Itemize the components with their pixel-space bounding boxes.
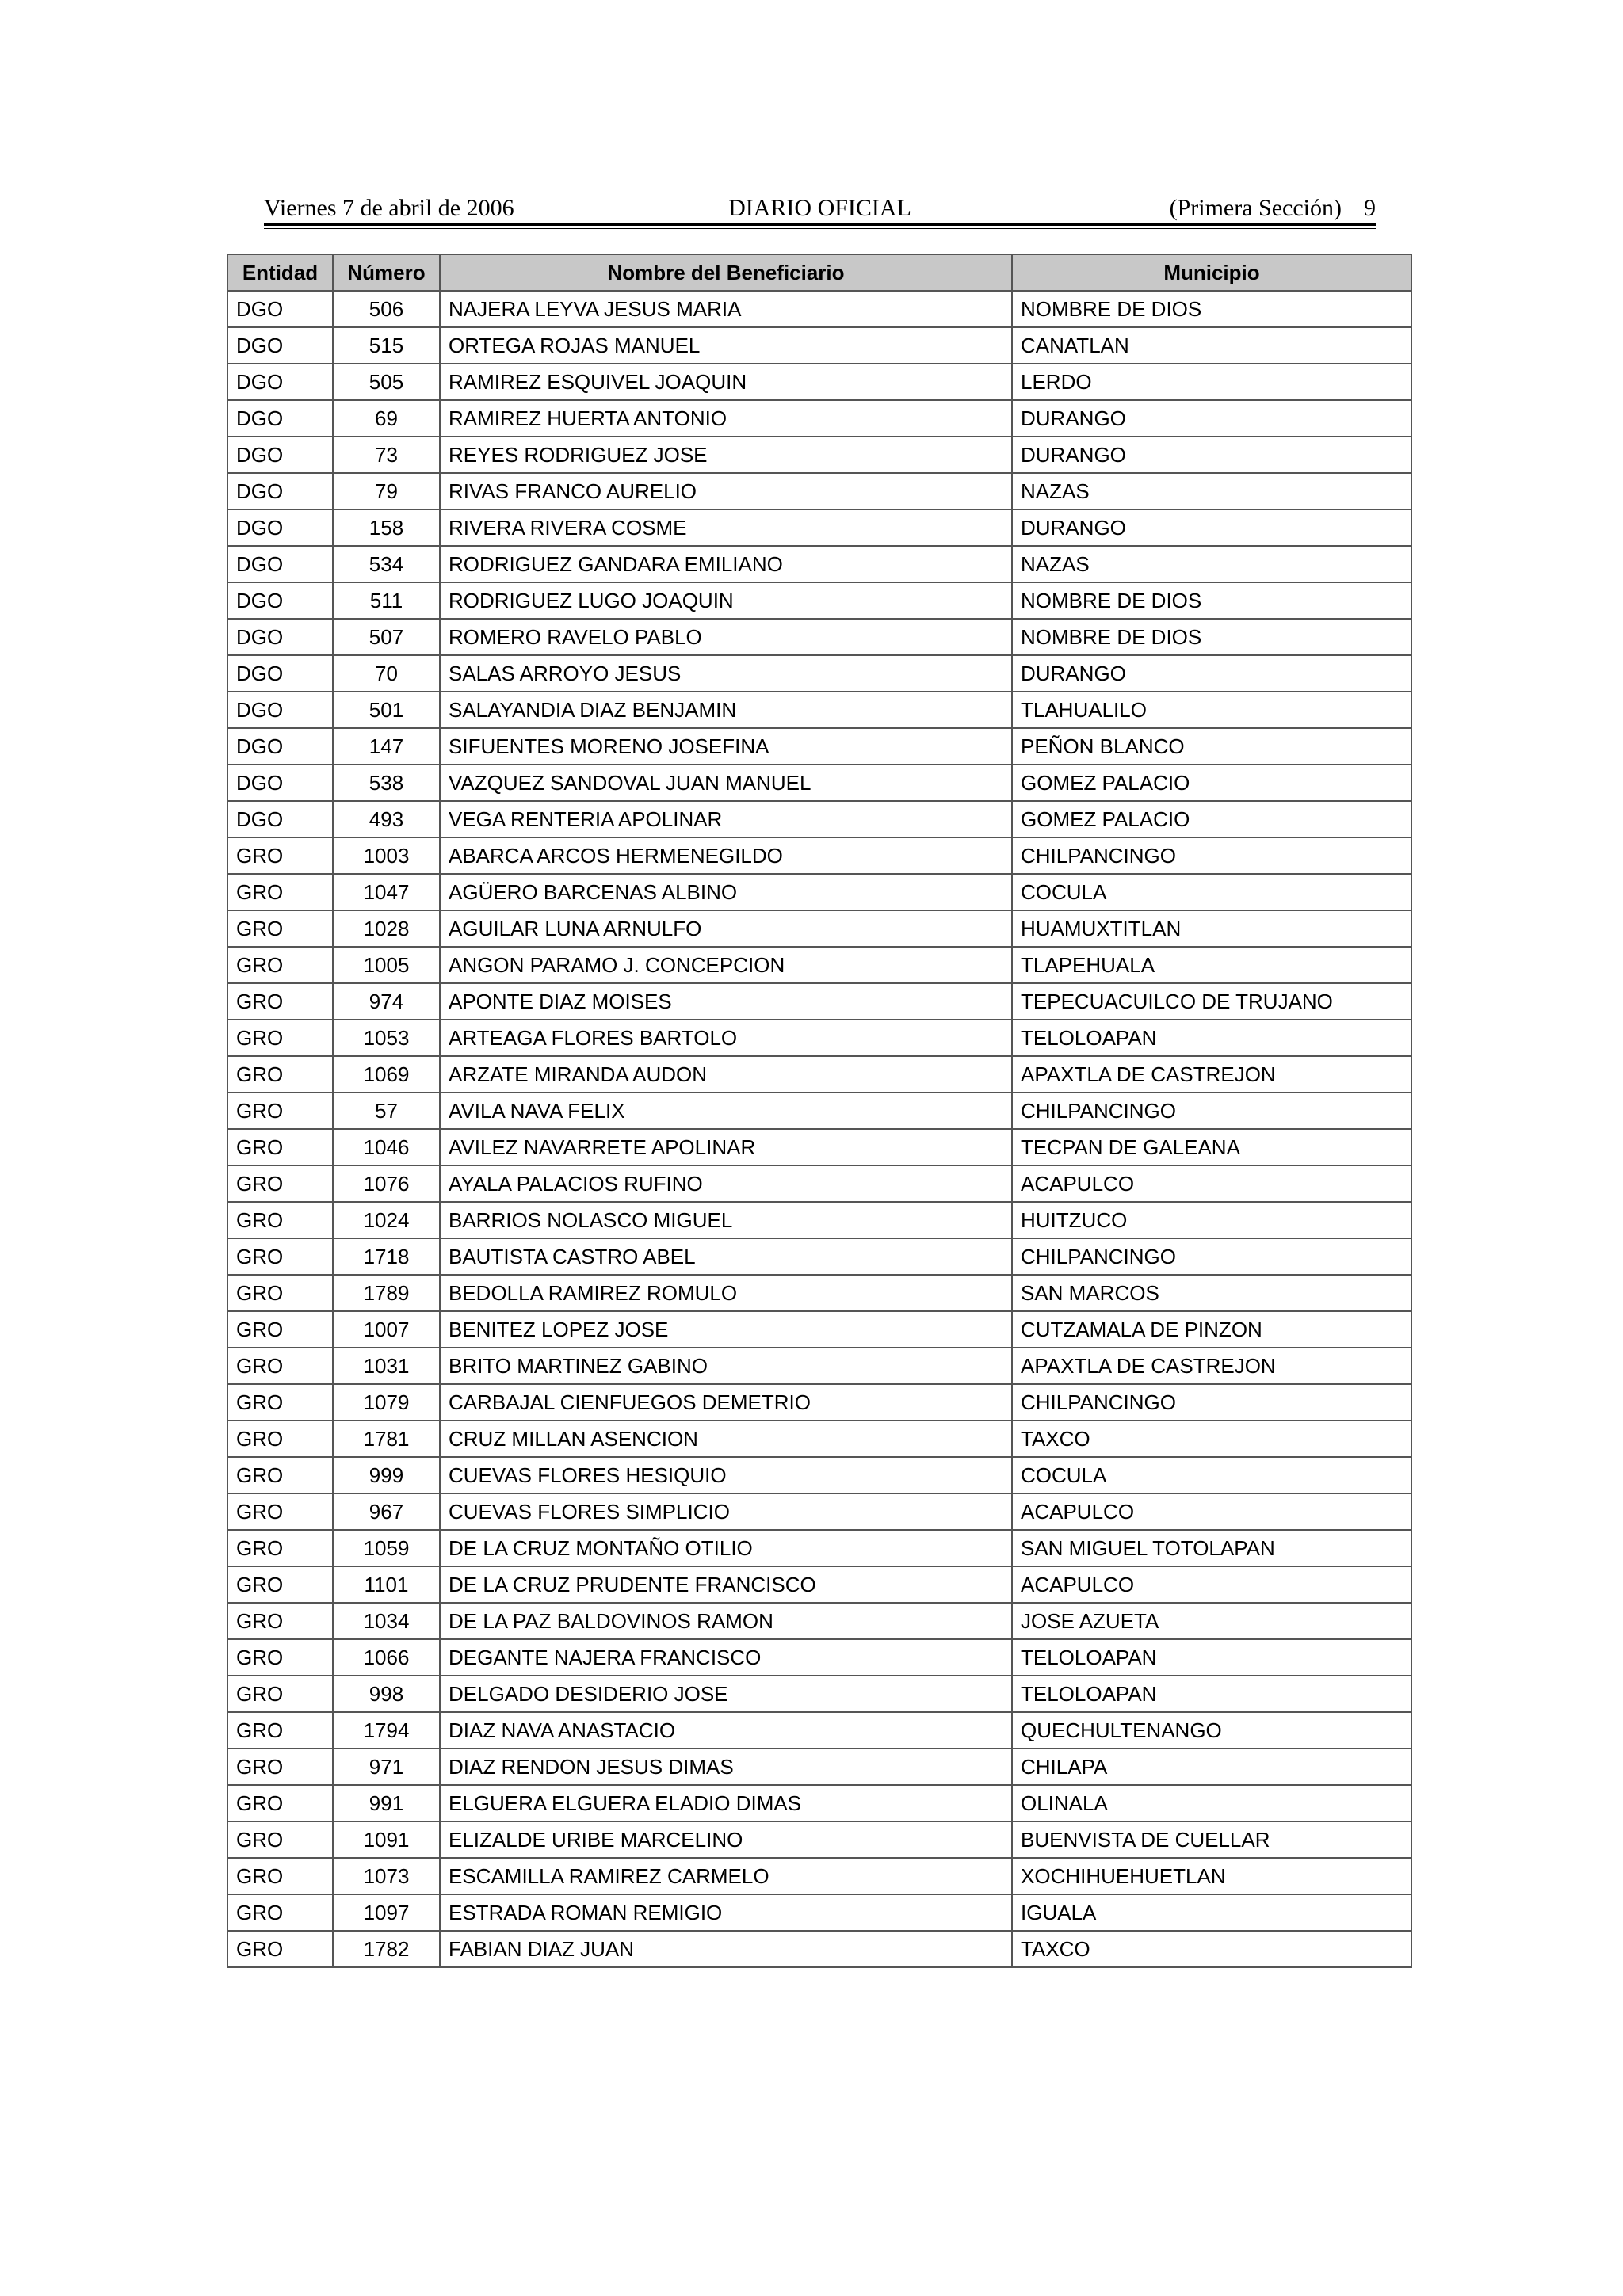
cell-municipio: TAXCO	[1012, 1421, 1411, 1457]
cell-municipio: DURANGO	[1012, 437, 1411, 473]
cell-numero: 147	[333, 728, 440, 765]
cell-nombre: ABARCA ARCOS HERMENEGILDO	[440, 837, 1012, 874]
table-row	[227, 619, 1411, 655]
cell-entidad: GRO	[227, 1712, 333, 1749]
cell-entidad: GRO	[227, 1457, 333, 1493]
cell-entidad: GRO	[227, 837, 333, 874]
cell-numero: 57	[333, 1093, 440, 1129]
cell-nombre: BENITEZ LOPEZ JOSE	[440, 1311, 1012, 1348]
table-row	[227, 1931, 1411, 1967]
cell-nombre: DELGADO DESIDERIO JOSE	[440, 1676, 1012, 1712]
cell-municipio: TLAHUALILO	[1012, 692, 1411, 728]
cell-nombre: SALAS ARROYO JESUS	[440, 655, 1012, 692]
cell-nombre: DE LA CRUZ PRUDENTE FRANCISCO	[440, 1566, 1012, 1603]
cell-numero: 999	[333, 1457, 440, 1493]
table-row	[227, 655, 1411, 692]
cell-municipio: HUAMUXTITLAN	[1012, 910, 1411, 947]
cell-entidad: GRO	[227, 1785, 333, 1821]
table-row	[227, 874, 1411, 910]
cell-numero: 538	[333, 765, 440, 801]
table-row	[227, 1566, 1411, 1603]
cell-nombre: RODRIGUEZ GANDARA EMILIANO	[440, 546, 1012, 582]
cell-municipio: COCULA	[1012, 1457, 1411, 1493]
cell-nombre: CARBAJAL CIENFUEGOS DEMETRIO	[440, 1384, 1012, 1421]
cell-entidad: DGO	[227, 546, 333, 582]
cell-municipio: IGUALA	[1012, 1894, 1411, 1931]
cell-nombre: DIAZ NAVA ANASTACIO	[440, 1712, 1012, 1749]
table-row	[227, 947, 1411, 983]
column-header-municipio: Municipio	[1012, 254, 1411, 291]
table-row	[227, 437, 1411, 473]
cell-entidad: GRO	[227, 1056, 333, 1093]
cell-entidad: DGO	[227, 437, 333, 473]
cell-numero: 1007	[333, 1311, 440, 1348]
table-row	[227, 1712, 1411, 1749]
cell-nombre: ANGON PARAMO J. CONCEPCION	[440, 947, 1012, 983]
beneficiaries-table	[227, 254, 1412, 1968]
cell-municipio: BUENVISTA DE CUELLAR	[1012, 1821, 1411, 1858]
cell-numero: 1024	[333, 1202, 440, 1238]
cell-entidad: DGO	[227, 801, 333, 837]
cell-entidad: GRO	[227, 1238, 333, 1275]
cell-numero: 501	[333, 692, 440, 728]
table-body	[227, 291, 1411, 1967]
cell-entidad: GRO	[227, 1020, 333, 1056]
cell-nombre: REYES RODRIGUEZ JOSE	[440, 437, 1012, 473]
cell-municipio: NOMBRE DE DIOS	[1012, 291, 1411, 327]
cell-nombre: ELGUERA ELGUERA ELADIO DIMAS	[440, 1785, 1012, 1821]
table-header-row	[227, 254, 1411, 291]
cell-nombre: AVILEZ NAVARRETE APOLINAR	[440, 1129, 1012, 1165]
cell-entidad: GRO	[227, 910, 333, 947]
cell-nombre: ESTRADA ROMAN REMIGIO	[440, 1894, 1012, 1931]
cell-numero: 73	[333, 437, 440, 473]
cell-numero: 1091	[333, 1821, 440, 1858]
cell-municipio: CHILPANCINGO	[1012, 1093, 1411, 1129]
cell-entidad: DGO	[227, 692, 333, 728]
cell-municipio: CUTZAMALA DE PINZON	[1012, 1311, 1411, 1348]
cell-entidad: GRO	[227, 1603, 333, 1639]
cell-municipio: CHILPANCINGO	[1012, 837, 1411, 874]
table-row	[227, 1894, 1411, 1931]
cell-entidad: GRO	[227, 1530, 333, 1566]
cell-municipio: SAN MIGUEL TOTOLAPAN	[1012, 1530, 1411, 1566]
cell-municipio: DURANGO	[1012, 655, 1411, 692]
cell-entidad: GRO	[227, 1093, 333, 1129]
cell-numero: 1079	[333, 1384, 440, 1421]
cell-entidad: DGO	[227, 473, 333, 509]
table-row	[227, 1165, 1411, 1202]
cell-nombre: DE LA CRUZ MONTAÑO OTILIO	[440, 1530, 1012, 1566]
table-row	[227, 1056, 1411, 1093]
cell-municipio: CANATLAN	[1012, 327, 1411, 364]
cell-municipio: QUECHULTENANGO	[1012, 1712, 1411, 1749]
cell-entidad: GRO	[227, 1493, 333, 1530]
cell-entidad: GRO	[227, 1931, 333, 1967]
cell-nombre: CRUZ MILLAN ASENCION	[440, 1421, 1012, 1457]
cell-municipio: TLAPEHUALA	[1012, 947, 1411, 983]
cell-nombre: AGUILAR LUNA ARNULFO	[440, 910, 1012, 947]
cell-nombre: ARZATE MIRANDA AUDON	[440, 1056, 1012, 1093]
cell-entidad: DGO	[227, 582, 333, 619]
cell-numero: 69	[333, 400, 440, 437]
cell-entidad: DGO	[227, 509, 333, 546]
table-row	[227, 1421, 1411, 1457]
cell-nombre: RAMIREZ HUERTA ANTONIO	[440, 400, 1012, 437]
table-row	[227, 910, 1411, 947]
table-row	[227, 1858, 1411, 1894]
header-rule-thin	[264, 228, 1376, 229]
table-row	[227, 1202, 1411, 1238]
cell-nombre: DEGANTE NAJERA FRANCISCO	[440, 1639, 1012, 1676]
cell-nombre: RODRIGUEZ LUGO JOAQUIN	[440, 582, 1012, 619]
table-row	[227, 509, 1411, 546]
cell-municipio: TEPECUACUILCO DE TRUJANO	[1012, 983, 1411, 1020]
cell-numero: 515	[333, 327, 440, 364]
column-header-nombre: Nombre del Beneficiario	[440, 254, 1012, 291]
table-row	[227, 291, 1411, 327]
cell-nombre: SIFUENTES MORENO JOSEFINA	[440, 728, 1012, 765]
cell-nombre: RIVERA RIVERA COSME	[440, 509, 1012, 546]
cell-numero: 79	[333, 473, 440, 509]
cell-nombre: VEGA RENTERIA APOLINAR	[440, 801, 1012, 837]
table-row	[227, 364, 1411, 400]
table-row	[227, 400, 1411, 437]
cell-nombre: AVILA NAVA FELIX	[440, 1093, 1012, 1129]
cell-municipio: JOSE AZUETA	[1012, 1603, 1411, 1639]
cell-municipio: ACAPULCO	[1012, 1566, 1411, 1603]
cell-municipio: CHILAPA	[1012, 1749, 1411, 1785]
cell-municipio: XOCHIHUEHUETLAN	[1012, 1858, 1411, 1894]
cell-municipio: APAXTLA DE CASTREJON	[1012, 1056, 1411, 1093]
cell-municipio: PEÑON BLANCO	[1012, 728, 1411, 765]
cell-entidad: GRO	[227, 947, 333, 983]
cell-nombre: DE LA PAZ BALDOVINOS RAMON	[440, 1603, 1012, 1639]
header-section-group	[1170, 190, 1376, 227]
cell-municipio: NOMBRE DE DIOS	[1012, 582, 1411, 619]
header-publication: DIARIO OFICIAL	[728, 195, 911, 221]
cell-nombre: ELIZALDE URIBE MARCELINO	[440, 1821, 1012, 1858]
cell-entidad: GRO	[227, 1311, 333, 1348]
cell-municipio: TELOLOAPAN	[1012, 1020, 1411, 1056]
cell-nombre: CUEVAS FLORES HESIQUIO	[440, 1457, 1012, 1493]
cell-entidad: DGO	[227, 619, 333, 655]
column-header-entidad: Entidad	[227, 254, 333, 291]
cell-entidad: GRO	[227, 983, 333, 1020]
cell-municipio: CHILPANCINGO	[1012, 1384, 1411, 1421]
table-row	[227, 1093, 1411, 1129]
cell-nombre: ESCAMILLA RAMIREZ CARMELO	[440, 1858, 1012, 1894]
cell-nombre: DIAZ RENDON JESUS DIMAS	[440, 1749, 1012, 1785]
cell-entidad: GRO	[227, 1894, 333, 1931]
cell-numero: 1076	[333, 1165, 440, 1202]
table-row	[227, 1749, 1411, 1785]
cell-nombre: BRITO MARTINEZ GABINO	[440, 1348, 1012, 1384]
cell-numero: 1059	[333, 1530, 440, 1566]
cell-entidad: GRO	[227, 1858, 333, 1894]
cell-numero: 1046	[333, 1129, 440, 1165]
cell-numero: 998	[333, 1676, 440, 1712]
cell-municipio: COCULA	[1012, 874, 1411, 910]
cell-entidad: DGO	[227, 728, 333, 765]
cell-municipio: DURANGO	[1012, 400, 1411, 437]
table-row	[227, 1311, 1411, 1348]
cell-numero: 534	[333, 546, 440, 582]
table-row	[227, 692, 1411, 728]
cell-municipio: NAZAS	[1012, 546, 1411, 582]
cell-entidad: GRO	[227, 1348, 333, 1384]
cell-numero: 1047	[333, 874, 440, 910]
cell-numero: 505	[333, 364, 440, 400]
table-row	[227, 728, 1411, 765]
table-row	[227, 837, 1411, 874]
cell-entidad: DGO	[227, 655, 333, 692]
table-row	[227, 546, 1411, 582]
cell-numero: 1782	[333, 1931, 440, 1967]
cell-numero: 1069	[333, 1056, 440, 1093]
cell-entidad: GRO	[227, 1275, 333, 1311]
cell-numero: 1003	[333, 837, 440, 874]
cell-nombre: AYALA PALACIOS RUFINO	[440, 1165, 1012, 1202]
cell-municipio: NOMBRE DE DIOS	[1012, 619, 1411, 655]
table-row	[227, 1020, 1411, 1056]
cell-entidad: GRO	[227, 1639, 333, 1676]
cell-numero: 991	[333, 1785, 440, 1821]
cell-nombre: RIVAS FRANCO AURELIO	[440, 473, 1012, 509]
cell-nombre: CUEVAS FLORES SIMPLICIO	[440, 1493, 1012, 1530]
cell-municipio: TAXCO	[1012, 1931, 1411, 1967]
column-header-numero: Número	[333, 254, 440, 291]
table-row	[227, 1238, 1411, 1275]
cell-numero: 974	[333, 983, 440, 1020]
table-row	[227, 1275, 1411, 1311]
cell-entidad: GRO	[227, 1202, 333, 1238]
cell-municipio: GOMEZ PALACIO	[1012, 765, 1411, 801]
cell-nombre: APONTE DIAZ MOISES	[440, 983, 1012, 1020]
cell-nombre: VAZQUEZ SANDOVAL JUAN MANUEL	[440, 765, 1012, 801]
table-row	[227, 1384, 1411, 1421]
table-row	[227, 1129, 1411, 1165]
table-row	[227, 1493, 1411, 1530]
cell-numero: 1789	[333, 1275, 440, 1311]
table-row	[227, 1348, 1411, 1384]
cell-municipio: NAZAS	[1012, 473, 1411, 509]
table-row	[227, 1639, 1411, 1676]
cell-numero: 493	[333, 801, 440, 837]
cell-nombre: FABIAN DIAZ JUAN	[440, 1931, 1012, 1967]
cell-numero: 1101	[333, 1566, 440, 1603]
cell-numero: 511	[333, 582, 440, 619]
table-row	[227, 582, 1411, 619]
cell-nombre: NAJERA LEYVA JESUS MARIA	[440, 291, 1012, 327]
cell-entidad: DGO	[227, 291, 333, 327]
cell-numero: 1028	[333, 910, 440, 947]
cell-entidad: DGO	[227, 765, 333, 801]
cell-entidad: GRO	[227, 1384, 333, 1421]
cell-entidad: DGO	[227, 400, 333, 437]
cell-nombre: BARRIOS NOLASCO MIGUEL	[440, 1202, 1012, 1238]
header-page-number: 9	[1364, 195, 1376, 221]
cell-numero: 1073	[333, 1858, 440, 1894]
cell-numero: 1718	[333, 1238, 440, 1275]
cell-municipio: GOMEZ PALACIO	[1012, 801, 1411, 837]
cell-entidad: GRO	[227, 1821, 333, 1858]
cell-municipio: SAN MARCOS	[1012, 1275, 1411, 1311]
cell-entidad: GRO	[227, 1566, 333, 1603]
table-row	[227, 1457, 1411, 1493]
cell-numero: 1031	[333, 1348, 440, 1384]
cell-municipio: TELOLOAPAN	[1012, 1676, 1411, 1712]
cell-municipio: TECPAN DE GALEANA	[1012, 1129, 1411, 1165]
table-row	[227, 801, 1411, 837]
cell-entidad: GRO	[227, 1165, 333, 1202]
cell-municipio: LERDO	[1012, 364, 1411, 400]
cell-nombre: BAUTISTA CASTRO ABEL	[440, 1238, 1012, 1275]
table-row	[227, 473, 1411, 509]
cell-municipio: ACAPULCO	[1012, 1493, 1411, 1530]
cell-numero: 1034	[333, 1603, 440, 1639]
table-row	[227, 327, 1411, 364]
cell-nombre: ORTEGA ROJAS MANUEL	[440, 327, 1012, 364]
cell-numero: 1097	[333, 1894, 440, 1931]
cell-numero: 70	[333, 655, 440, 692]
cell-numero: 1794	[333, 1712, 440, 1749]
cell-nombre: BEDOLLA RAMIREZ ROMULO	[440, 1275, 1012, 1311]
table-row	[227, 1603, 1411, 1639]
cell-entidad: GRO	[227, 874, 333, 910]
cell-municipio: HUITZUCO	[1012, 1202, 1411, 1238]
cell-municipio: OLINALA	[1012, 1785, 1411, 1821]
cell-entidad: DGO	[227, 364, 333, 400]
cell-entidad: GRO	[227, 1421, 333, 1457]
cell-numero: 1053	[333, 1020, 440, 1056]
cell-nombre: ARTEAGA FLORES BARTOLO	[440, 1020, 1012, 1056]
cell-numero: 1005	[333, 947, 440, 983]
header-date: Viernes 7 de abril de 2006	[264, 195, 514, 221]
table-row	[227, 1821, 1411, 1858]
cell-entidad: GRO	[227, 1749, 333, 1785]
cell-numero: 1066	[333, 1639, 440, 1676]
table-row	[227, 1785, 1411, 1821]
cell-numero: 507	[333, 619, 440, 655]
cell-nombre: SALAYANDIA DIAZ BENJAMIN	[440, 692, 1012, 728]
cell-municipio: TELOLOAPAN	[1012, 1639, 1411, 1676]
cell-numero: 158	[333, 509, 440, 546]
cell-numero: 1781	[333, 1421, 440, 1457]
cell-numero: 971	[333, 1749, 440, 1785]
header-section: (Primera Sección)	[1169, 195, 1342, 221]
cell-entidad: GRO	[227, 1676, 333, 1712]
table-row	[227, 1530, 1411, 1566]
cell-numero: 506	[333, 291, 440, 327]
table-row	[227, 765, 1411, 801]
cell-nombre: ROMERO RAVELO PABLO	[440, 619, 1012, 655]
cell-entidad: GRO	[227, 1129, 333, 1165]
cell-municipio: ACAPULCO	[1012, 1165, 1411, 1202]
cell-municipio: DURANGO	[1012, 509, 1411, 546]
cell-nombre: RAMIREZ ESQUIVEL JOAQUIN	[440, 364, 1012, 400]
cell-numero: 967	[333, 1493, 440, 1530]
page-header	[264, 190, 1376, 227]
header-rule-thick	[264, 223, 1376, 226]
cell-nombre: AGÜERO BARCENAS ALBINO	[440, 874, 1012, 910]
cell-entidad: DGO	[227, 327, 333, 364]
table-row	[227, 983, 1411, 1020]
cell-municipio: CHILPANCINGO	[1012, 1238, 1411, 1275]
cell-municipio: APAXTLA DE CASTREJON	[1012, 1348, 1411, 1384]
table-row	[227, 1676, 1411, 1712]
